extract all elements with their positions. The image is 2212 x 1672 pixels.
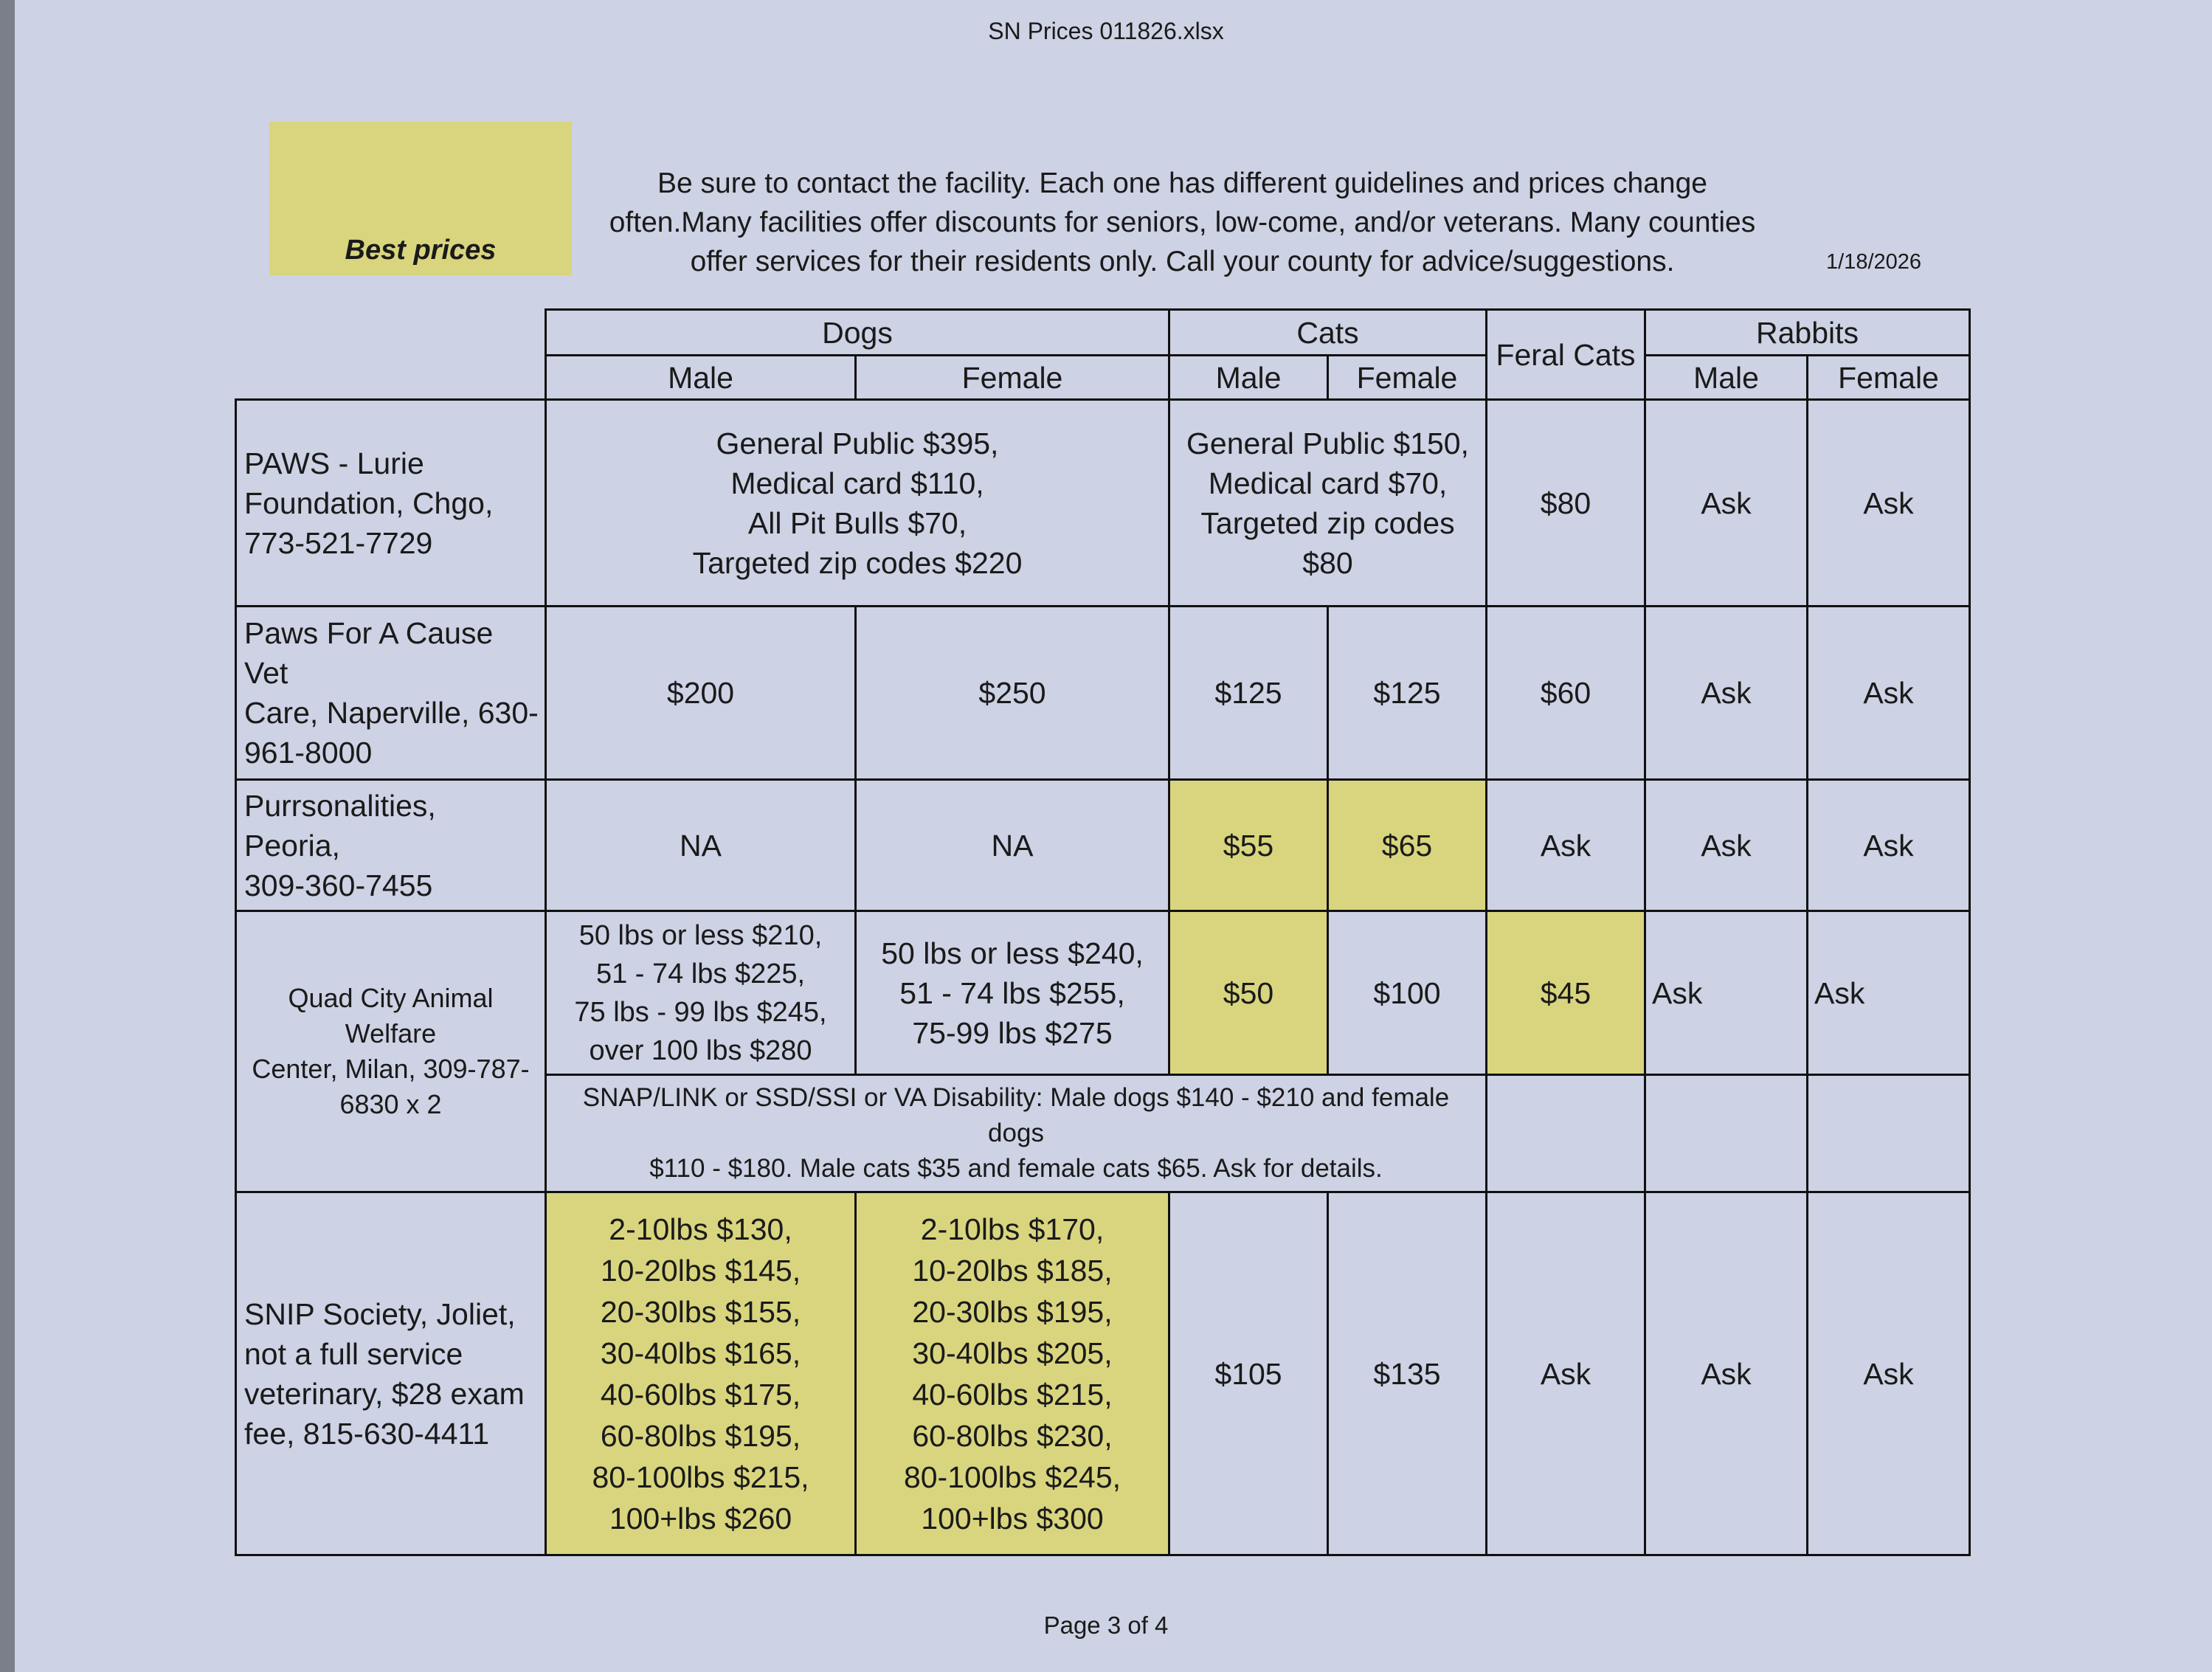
facility-name: SNIP Society, Joliet, not a full service veterinary, $28 exam fee, 815-630-4411 (236, 1192, 546, 1555)
page-number: Page 3 of 4 (1043, 1611, 1169, 1639)
cats-male-price: $105 (1169, 1192, 1328, 1555)
cats-female-price-best: $65 (1328, 780, 1487, 911)
feral-cats-price-best: $45 (1487, 911, 1645, 1075)
intro-line: offer services for their residents only. Call your county for advice/suggestions. (690, 246, 1675, 277)
intro-line: Be sure to contact the facility. Each one has different guidelines and prices change (657, 167, 1707, 199)
feral-cats-price: $80 (1487, 400, 1645, 607)
price-table (235, 308, 1971, 1556)
rabbits-female-price: Ask (1808, 400, 1970, 607)
rabbits-female-price: Ask (1808, 911, 1970, 1075)
header-feral-cats: Feral Cats (1487, 310, 1645, 400)
rabbits-female-price: Ask (1808, 780, 1970, 911)
cats-female-price: $100 (1328, 911, 1487, 1075)
legend-label: Best prices (345, 235, 497, 266)
best-prices-legend (269, 122, 572, 275)
table-row (236, 780, 1970, 911)
dogs-male-price: $200 (546, 607, 856, 780)
empty-cell (1645, 1075, 1808, 1192)
intro-line: often.Many facilities offer discounts for seniors, low-come, and/or veterans. Many counties (609, 207, 1756, 238)
feral-cats-price: Ask (1487, 1192, 1645, 1555)
cats-female-price: $135 (1328, 1192, 1487, 1555)
facility-name: Purrsonalities, Peoria, 309-360-7455 (236, 780, 546, 911)
rabbits-male-price: Ask (1645, 780, 1808, 911)
dogs-male-price: 50 lbs or less $210, 51 - 74 lbs $225, 75 lbs - 99 lbs $245, over 100 lbs $280 (546, 911, 856, 1075)
intro-text (576, 164, 1789, 281)
empty-cell (1487, 1075, 1645, 1192)
rabbits-female-price: Ask (1808, 1192, 1970, 1555)
cats-price: General Public $150, Medical card $70, Targeted zip codes $80 (1169, 400, 1487, 607)
dogs-female-price: $250 (856, 607, 1169, 780)
rabbits-male-price: Ask (1645, 607, 1808, 780)
header-blank (236, 356, 546, 400)
header-cats: Cats (1169, 310, 1487, 356)
feral-cats-price: $60 (1487, 607, 1645, 780)
rabbits-male-price: Ask (1645, 1192, 1808, 1555)
table-row (236, 911, 1970, 1075)
dogs-male-price-best: 2-10lbs $130, 10-20lbs $145, 20-30lbs $155, 30-40lbs $165, 40-60lbs $175, 60-80lbs $195, 80-100lbs $215, 100+lbs $260 (546, 1192, 856, 1555)
table-row (236, 607, 1970, 780)
discount-note: SNAP/LINK or SSD/SSI or VA Disability: Male dogs $140 - $210 and female dogs $110 - $180. Male cats $35 and female cats $65. Ask for details. (546, 1075, 1487, 1192)
file-title: SN Prices 011826.xlsx (988, 18, 1224, 44)
header-dogs-female: Female (856, 356, 1169, 400)
rabbits-female-price: Ask (1808, 607, 1970, 780)
header-cats-female: Female (1328, 356, 1487, 400)
header-dogs: Dogs (546, 310, 1169, 356)
table-row (236, 1192, 1970, 1555)
feral-cats-price: Ask (1487, 780, 1645, 911)
facility-name: PAWS - Lurie Foundation, Chgo, 773-521-7729 (236, 400, 546, 607)
dogs-female-price-best: 2-10lbs $170, 10-20lbs $185, 20-30lbs $195, 30-40lbs $205, 40-60lbs $215, 60-80lbs $230, 80-100lbs $245, 100+lbs $300 (856, 1192, 1169, 1555)
rabbits-male-price: Ask (1645, 911, 1808, 1075)
header-rabbits-female: Female (1808, 356, 1970, 400)
document-date: 1/18/2026 (1826, 250, 1922, 274)
empty-cell (1808, 1075, 1970, 1192)
header-rabbits-male: Male (1645, 356, 1808, 400)
dogs-male-price: NA (546, 780, 856, 911)
header-blank (236, 310, 546, 356)
table-row (236, 400, 1970, 607)
facility-name: Paws For A Cause Vet Care, Naperville, 630- 961-8000 (236, 607, 546, 780)
cats-male-price-best: $50 (1169, 911, 1328, 1075)
dogs-female-price: NA (856, 780, 1169, 911)
rabbits-male-price: Ask (1645, 400, 1808, 607)
header-rabbits: Rabbits (1645, 310, 1970, 356)
header-dogs-male: Male (546, 356, 856, 400)
cats-female-price: $125 (1328, 607, 1487, 780)
facility-name: Quad City Animal Welfare Center, Milan, 309-787- 6830 x 2 (236, 911, 546, 1192)
dogs-female-price: 50 lbs or less $240, 51 - 74 lbs $255, 75-99 lbs $275 (856, 911, 1169, 1075)
header-cats-male: Male (1169, 356, 1328, 400)
cats-male-price-best: $55 (1169, 780, 1328, 911)
dogs-price: General Public $395, Medical card $110, All Pit Bulls $70, Targeted zip codes $220 (546, 400, 1169, 607)
cats-male-price: $125 (1169, 607, 1328, 780)
